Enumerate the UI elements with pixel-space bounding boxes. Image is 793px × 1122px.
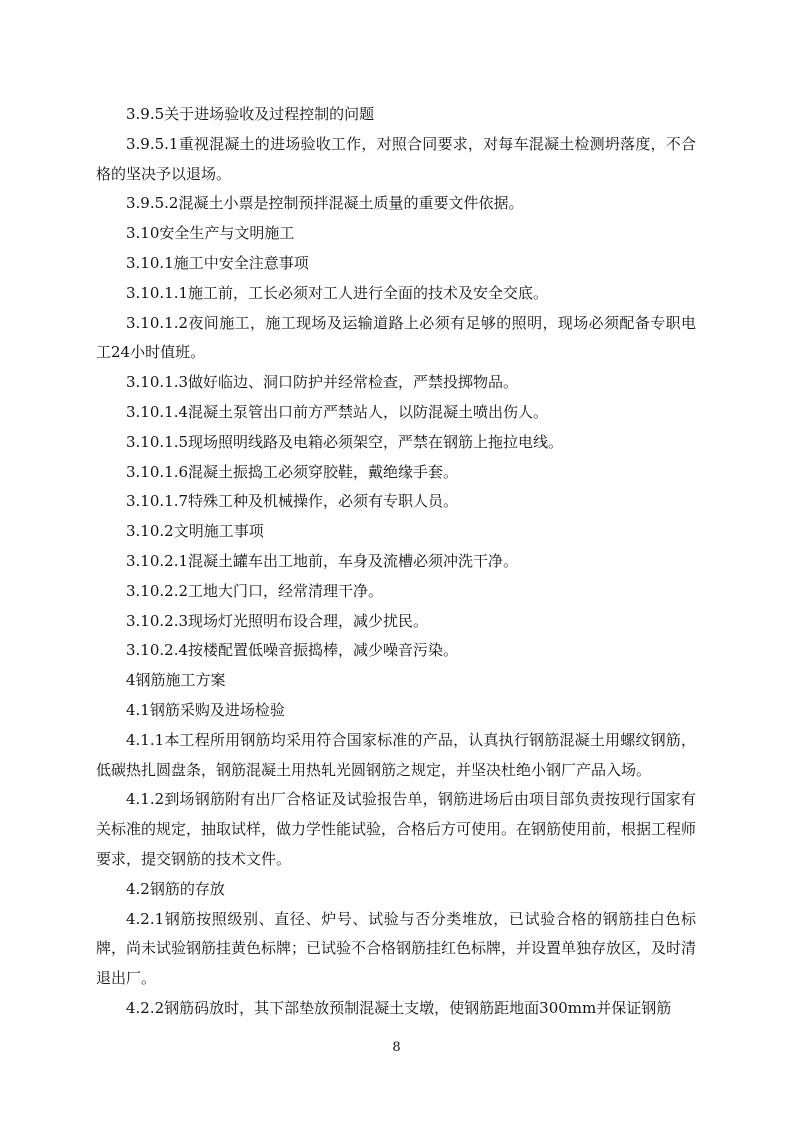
paragraph: 3.10.1.3做好临边、洞口防护并经常检查，严禁投掷物品。 xyxy=(126,373,519,392)
paragraph: 4.2.2钢筋码放时，其下部垫放预制混凝土支墩，使钢筋距地面300mm并保证钢筋 xyxy=(126,998,672,1017)
paragraph: 3.9.5.1重视混凝土的进场验收工作，对照合同要求，对每车混凝土检测坍落度，不合格的坚决予以退场。 xyxy=(96,134,696,183)
paragraph: 4.1.2到场钢筋附有出厂合格证及试验报告单，钢筋进场后由项目部负责按现行国家有关标准的规定，抽取试样，做力学性能试验，合格后方可使用。在钢筋使用前，根据工程师要求，提交钢筋的技术文件。 xyxy=(96,790,697,868)
paragraph: 3.10.2.1混凝土罐车出工地前，车身及流槽必须冲洗干净。 xyxy=(126,551,519,570)
paragraph: 3.10.1.4混凝土泵管出口前方严禁站人，以防混凝土喷出伤人。 xyxy=(126,402,549,421)
paragraph: 3.10.1.2夜间施工，施工现场及运输道路上必须有足够的照明，现场必须配备专职电工24小时值班。 xyxy=(96,313,696,362)
paragraph: 4.2.1钢筋按照级别、直径、炉号、试验与否分类堆放，已试验合格的钢筋挂白色标牌，尚未试验钢筋挂黄色标牌；已试验不合格钢筋挂红色标牌，并设置单独存放区，及时清退出厂。 xyxy=(96,909,697,988)
paragraph: 3.10.2.3现场灯光照明布设合理，减少扰民。 xyxy=(126,611,429,630)
document-body xyxy=(96,100,696,1024)
page-number: 8 xyxy=(392,1040,401,1055)
paragraph: 3.10.2.4按楼配置低噪音振捣棒，减少噪音污染。 xyxy=(126,641,459,660)
paragraph: 3.10.1.7特殊工种及机械操作，必须有专职人员。 xyxy=(126,492,459,511)
section-heading: 3.9.5关于进场验收及过程控制的问题 xyxy=(126,105,375,123)
section-heading: 4.1钢筋采购及进场检验 xyxy=(126,700,285,719)
paragraph: 3.9.5.2混凝土小票是控制预拌混凝土质量的重要文件依据。 xyxy=(126,194,524,213)
paragraph: 3.10.2.2工地大门口，经常清理干净。 xyxy=(126,581,384,600)
paragraph: 3.10.1.6混凝土振捣工必须穿胶鞋，戴绝缘手套。 xyxy=(126,462,459,481)
section-heading: 3.10.2文明施工事项 xyxy=(126,522,264,541)
section-heading: 3.10.1施工中安全注意事项 xyxy=(126,253,309,272)
paragraph: 3.10.1.1施工前，工长必须对工人进行全面的技术及安全交底。 xyxy=(126,283,549,302)
paragraph: 3.10.1.5现场照明线路及电箱必须架空，严禁在钢筋上拖拉电线。 xyxy=(126,432,564,451)
section-heading: 4.2钢筋的存放 xyxy=(126,879,225,898)
section-heading: 3.10安全生产与文明施工 xyxy=(126,224,295,243)
paragraph: 4.1.1本工程所用钢筋均采用符合国家标准的产品，认真执行钢筋混凝土用螺纹钢筋，低碳热扎圆盘条，钢筋混凝土用热轧光圆钢筋之规定，并坚决杜绝小钢厂产品入场。 xyxy=(96,730,696,779)
chapter-heading: 4钢筋施工方案 xyxy=(126,671,226,690)
